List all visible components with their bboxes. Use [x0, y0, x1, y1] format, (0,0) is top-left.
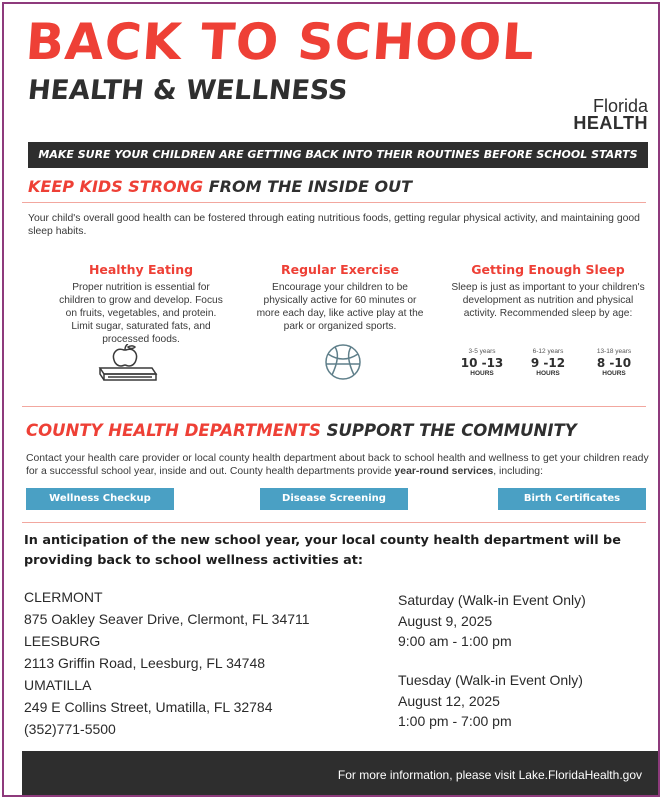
- sleep-age: 3-5 years: [468, 348, 496, 355]
- column-healthy-eating: [56, 262, 226, 346]
- column-getting-enough-sleep: [450, 262, 646, 320]
- section2-heading-red: COUNTY HEALTH DEPARTMENTS: [26, 421, 321, 440]
- event-day: Tuesday (Walk-in Event Only): [398, 672, 583, 688]
- sleep-item: [454, 348, 510, 377]
- section1-intro: Your child's overall good health can be fostered through eating nutritious foods, getting regular physical activity, and maintaining good sleep habits.: [28, 213, 640, 237]
- section2-text-bold: year-round services: [394, 466, 494, 477]
- florida-health-logo: [573, 98, 648, 132]
- location-line: CLERMONT: [24, 589, 103, 605]
- logo-line-2: HEALTH: [573, 113, 648, 133]
- location-line: 875 Oakley Seaver Drive, Clermont, FL 34711: [24, 611, 310, 627]
- section2-text: [26, 452, 650, 478]
- section1-heading-dark: FROM THE INSIDE OUT: [203, 177, 412, 196]
- event-1: [398, 590, 648, 652]
- wellness-checkup-button[interactable]: Wellness Checkup: [26, 488, 174, 510]
- basketball-icon: [323, 342, 363, 382]
- location-line: LEESBURG: [24, 633, 101, 649]
- event-2: [398, 670, 648, 732]
- section1-heading: [28, 177, 412, 196]
- birth-certificates-button[interactable]: Birth Certificates: [498, 488, 646, 510]
- event-time: 1:00 pm - 7:00 pm: [398, 713, 512, 729]
- section2-heading: [26, 421, 577, 440]
- divider: [22, 522, 646, 523]
- column-text: Sleep is just as important to your children's development as nutrition and physical activity. Recommended sleep by age:: [451, 282, 645, 319]
- location-line: UMATILLA: [24, 677, 92, 693]
- section1-heading-red: KEEP KIDS STRONG: [28, 177, 204, 196]
- divider: [22, 406, 646, 407]
- column-text: Proper nutrition is essential for children to grow and develop. Focus on fruits, vegetables, and protein. Limit sugar, saturated fats, and processed foods.: [59, 282, 223, 345]
- column-title: Regular Exercise: [280, 262, 400, 277]
- disease-screening-button[interactable]: Disease Screening: [260, 488, 408, 510]
- sleep-age: 13-18 years: [596, 348, 632, 355]
- column-regular-exercise: [252, 262, 428, 333]
- event-date: August 9, 2025: [398, 612, 493, 629]
- event-day: Saturday (Walk-in Event Only): [398, 592, 586, 608]
- flyer-page: [2, 2, 660, 797]
- sleep-age: 6-12 years: [532, 348, 564, 355]
- top-banner: MAKE SURE YOUR CHILDREN ARE GETTING BACK INTO THEIR ROUTINES BEFORE SCHOOL STARTS: [28, 142, 648, 168]
- locations-list: [24, 586, 384, 740]
- section2-heading-dark: SUPPORT THE COMMUNITY: [320, 421, 577, 440]
- sleep-hours: 9 -12: [530, 356, 566, 370]
- page-subtitle: HEALTH & WELLNESS: [26, 75, 350, 106]
- sleep-hours: 10 -13: [460, 356, 504, 370]
- column-title: Getting Enough Sleep: [471, 262, 625, 277]
- sleep-item: [520, 348, 576, 377]
- footer-bar: [22, 751, 660, 797]
- phone-number: (352)771-5500: [24, 721, 116, 737]
- location-line: 2113 Griffin Road, Leesburg, FL 34748: [24, 655, 266, 671]
- sleep-unit: HOURS: [470, 370, 494, 377]
- page-title: BACK TO SCHOOL: [23, 13, 538, 71]
- sleep-unit: HOURS: [602, 370, 626, 377]
- sleep-item: [586, 348, 642, 377]
- column-text: Encourage your children to be physically active for 60 minutes or more each day, like active play at the park or organized sports.: [256, 282, 424, 332]
- section2-text-start: Contact your health care provider or local county health department about back to school health and wellness to get your children ready for a successful school year, inside and out. County health departments provide: [26, 453, 649, 477]
- footer-text: For more information, please visit Lake.FloridaHealth.gov: [337, 768, 642, 782]
- event-time: 9:00 am - 1:00 pm: [398, 633, 512, 649]
- event-date: August 12, 2025: [398, 692, 500, 709]
- sleep-unit: HOURS: [536, 370, 560, 377]
- apple-books-icon: [92, 344, 162, 384]
- section2-text-end: , including:: [493, 466, 543, 477]
- logo-line-1: Florida: [592, 96, 648, 116]
- sleep-hours: 8 -10: [596, 356, 632, 370]
- column-title: Healthy Eating: [88, 262, 194, 277]
- activities-intro: In anticipation of the new school year, your local county health department will be providing back to school wellness activities at:: [24, 533, 621, 568]
- divider: [22, 202, 646, 203]
- location-line: 249 E Collins Street, Umatilla, FL 32784: [24, 699, 273, 715]
